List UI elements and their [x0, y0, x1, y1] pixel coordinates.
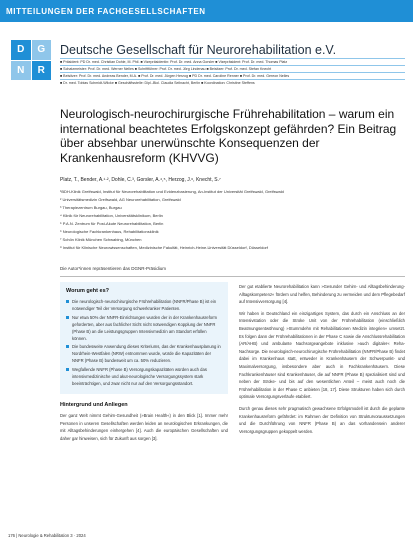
board-line: ■ Präsident: PD Dr. med. Christian Dohle, M. Phil. ■ Vizepräsidentin: Prof. Dr. med. Anna Gorsler ■ Vizepräsident: Prof. Dr. med. Thomas Platz — [60, 58, 405, 65]
board-line: ■ Dr. med. Tobias Schmidt-Wilcke ■ Geschäftsstelle: Dipl.-Biol. Claudia Seilnacht, Berlin ■ Koordination: Christine Steffens — [60, 79, 405, 86]
section-heading: Hintergrund und Anliegen — [60, 402, 128, 408]
article-title: Neurologisch-neurochirurgische Frührehabilitation – warum ein international beachtetes Erfolgskonzept gefährden? Ein Beitrag über absehbar unerwünschte Konsequenzen der Krankenhausreform (KHVVG) — [60, 107, 397, 165]
body-paragraph: Durch genau dieses sehr pragmatisch gewachsene Erfolgsmodell ist durch die geplante Krankenhausreform gefährdet: im Rahmen der Definition von Strukturvoraussetzungen und die Durchführung von NNFR (Phase B) an das vorhandensein anderer Versorgungsgruppen gekoppelt werden. — [239, 405, 405, 434]
board-line: ■ Beisitzer: Prof. Dr. med. Andreas Bender, M.A. ■ Prof. Dr. med. Jürgen Herzog ■ PD Dr. med. Caroline Renner ■ Prof. Dr. med. Gereon Nelles — [60, 72, 405, 79]
summary-bullet-text: Nur etwa 50% der NNFR-Einrichtungen wurden der in der Krankenhausreform geforderten, aber aus fachlicher Sicht nicht notwendigen Kopplung der NNFR (Phase B) an die Leistungsgruppen Intensivmedizin am Standort erfüllen können. — [72, 314, 218, 341]
section-header-bar — [0, 0, 413, 22]
affiliation-item: ⁴ Klinik für Neurorehabilitation, Universitätsklinikum, Berlin — [60, 213, 163, 218]
affiliation-item: ² Universitätsmedizin Greifswald, AG Neurorehabilitation, Greifswald — [60, 197, 181, 202]
affiliation-list — [60, 188, 405, 252]
bullet-square-icon — [66, 316, 69, 319]
affiliation-item: ¹BDH-Klinik Greifswald, Institut für Neurorehabilitation und Evidenzbasierung, An-Institut der Universität Greifswald, Greifswald — [60, 189, 284, 194]
summary-bullet — [66, 298, 222, 312]
affiliation-item: ³ Therapiezentrum Burgau, Burgau — [60, 205, 122, 210]
summary-bullet-text: Wegfallende NNFR (Phase B) Versorgungskapazitäten würden auch das intensivmedizinische und akut-neurologische Versorgungssystem stark beeinträchtigen, und zwar nicht nur auf den Versorgungsstandort. — [72, 366, 207, 386]
dgnr-logo — [11, 40, 51, 80]
logo-letter-r: R — [32, 61, 52, 81]
divider — [60, 276, 405, 277]
author-note: Die Autor*innen repräsentieren das DGNR-Präsidium — [60, 266, 167, 271]
affiliation-item: ⁷ Schön Klinik München Schwabing, München — [60, 237, 142, 242]
bullet-square-icon — [66, 345, 69, 348]
logo-letter-d: D — [11, 40, 31, 60]
right-column — [239, 283, 405, 439]
logo-letter-g: G — [32, 40, 52, 60]
logo-letter-n: N — [11, 61, 31, 81]
summary-bullet-text: Die bundesweite Anwendung dieses Kriteriums, das der Krankenhausplanung in Nordrhein-Westfalen (NRW) entnommen wurde, würde die Kapazitäten der NNFR (Phase B) bundesweit um ca. 50% reduzieren. — [72, 344, 221, 363]
affiliation-item: ⁸ Institut für Klinische Neurowissenschaften, Medizinische Fakultät, Heinrich-Heine-Universität Düsseldorf, Düsseldorf — [60, 245, 268, 250]
affiliation-item: ⁶ Neurologische Fachkrankenhaus, Rehabilitationsklinik — [60, 229, 159, 234]
summary-bullet-text: Die neurologisch-neurochirurgische Frührehabilitation (NNFR/Phase B) ist ein notwendiger Teil der Versorgung schwerkranker Patienten. — [72, 299, 217, 311]
body-paragraph: Der gut etablierte Neurorehabilitation kann »Gesunder Gehirn- und Alltagsbehinderung-Alltagskompetenz« fördern und helfen, Behinderung zu vermeiden und dem Pflegebedarf auf Intensivversorgung [4]. — [239, 284, 405, 305]
body-paragraph: Wir haben in Deutschland ein einzigartiges System, das durch ein Anschluss an der Intensivstation oder die Stroke Unit von der Frührehabilitation (einschließlich Beatmungsentwöhnung) »Stummdehn mit Rehabilitationen Medizin integrien« umsetzt. Es folgen dann der Frührehabilitationen in der Phase C sowie die Anschlussrehabilitation (AR/AHB) und ambulante Nachsorgeangebote inklusive »auch digitaler« Reha-Nachsorge. Die neurologisch-neurochirurgische Frührehabilitation (NNFR/Phase B) findet dabei im Krankenhaus statt, entweder in Krankenhäusern der Schwerpunkt- und Maximalversorgung, insbesondere aber auch in Fachkrankenhäusern. Diese Fachkrankenhäuser sind Krankenhäuser, die auf NNFR (Phase B) spezialisiert sind und neben der Stroke- und bis auf den wesentlichen Anteil – meist auch noch die Frührehabilitation in der Phase C anbieten [18, 17]. Diese Strukturen haben sich durch optimale Versorgungsverläufe etabliert. — [239, 310, 405, 400]
summary-box — [60, 282, 228, 394]
bullet-square-icon — [66, 368, 69, 371]
article-authors: Platz, T., Bender, A.¹·², Dohle, C.³, Gorsler, A.⁴,⁵, Herzog, J.⁶, Knecht, S.⁷ — [60, 177, 221, 183]
section-header-label: MITTEILUNGEN DER FACHGESELLSCHAFTEN — [6, 6, 206, 16]
page-footer: 176 | Neurologie & Rehabilitation 3 · 2024 — [8, 533, 86, 538]
board-line: ■ Schatzmeister: Prof. Dr. med. Werner Nelles ■ Schriftführer: Prof. Dr. med. Jörg Lindenau ■ Beisitzer: Prof. Dr. med. Stefan Knecht — [60, 65, 405, 72]
society-name: Deutsche Gesellschaft für Neurorehabilitation e.V. — [60, 43, 337, 57]
body-paragraph: Der ganz Welt nimmt Gehirn-Gesundheit (»Brain Health«) in den Blick [1]. Immer mehr Personen in unseren Gesellschaften werden leiden an neurologischen Erkrankungen, die mit Alltagsbehinderungen einhergehen [4]. Auch die europäischen Gesellschaften und daher gar hinweisen, sich für Zukunft aus sorgen [3]. — [60, 413, 228, 441]
summary-bullet — [66, 343, 222, 364]
summary-bullet — [66, 314, 222, 342]
bullet-square-icon — [66, 300, 69, 303]
left-column — [60, 282, 228, 446]
board-list — [60, 58, 405, 86]
affiliation-item: ⁵ P.A.N. Zentrum für Post-Akute Neurorehabilitation, Berlin — [60, 221, 164, 226]
summary-box-title: Worum geht es? — [66, 288, 109, 294]
summary-bullet — [66, 366, 222, 387]
